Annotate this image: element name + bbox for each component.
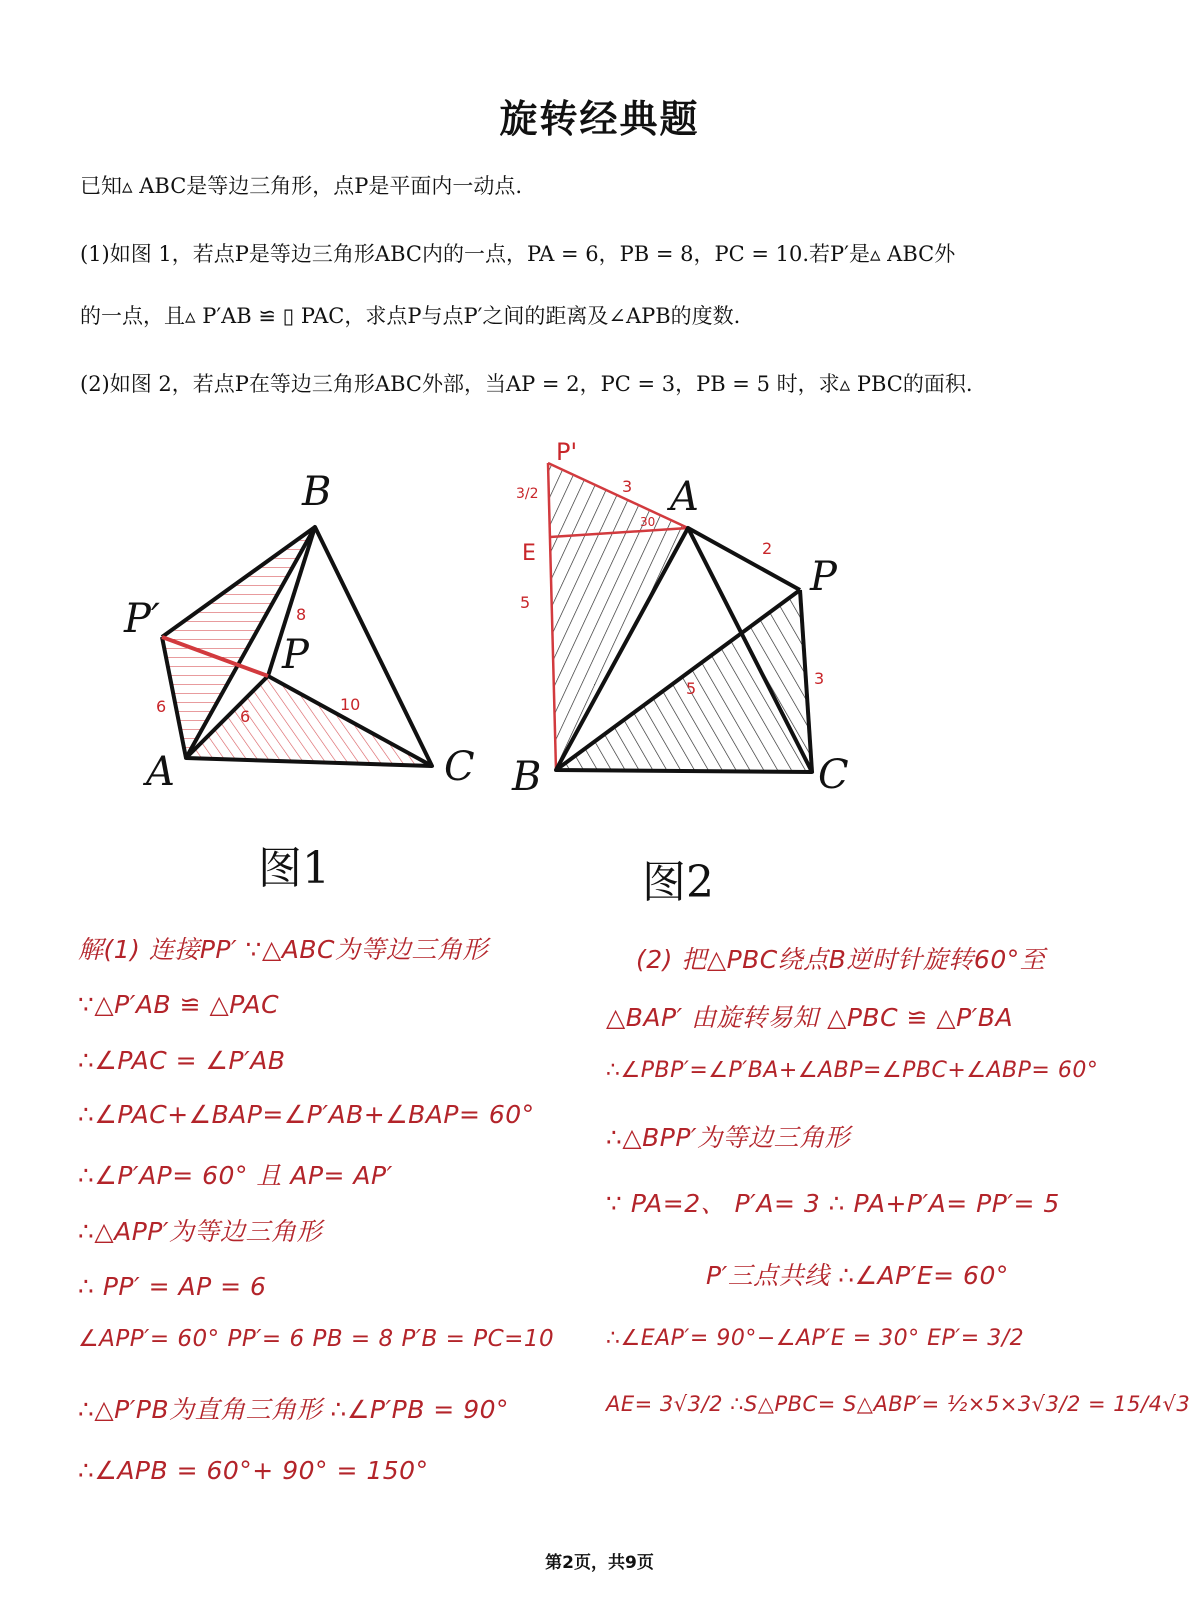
solution-right-line: P′三点共线 ∴∠AP′E= 60° [706, 1261, 1009, 1290]
solution-left-line: 解(1) 连接PP′ ∵△ABC为等边三角形 [78, 935, 488, 964]
solution-right-line: ∴∠EAP′= 90°−∠AP′E = 30° EP′= 3/2 [606, 1326, 1025, 1351]
annot-ap-2: 2 [762, 539, 773, 558]
annot-ppe: 3/2 [516, 486, 539, 502]
question-part2: (2)如图 2，若点P在等边三角形ABC外部，当AP = 2，PC = 3，PB = 5 时，求▵ PBC的面积. [80, 372, 973, 396]
solution-left-line: ∴∠PAC+∠BAP=∠P′AB+∠BAP= 60° [78, 1100, 535, 1129]
label-p-2: P [810, 554, 837, 600]
solution-right-line: △BAP′ 由旋转易知 △PBC ≌ △P′BA [606, 1003, 1014, 1032]
label-pprime-2: P' [556, 438, 578, 466]
page-footer: 第2页，共9页 [545, 1553, 654, 1573]
solution-left-line: ∴ PP′ = AP = 6 [78, 1272, 267, 1301]
annot-ppa-2: 3 [622, 477, 633, 496]
solution-left-line: ∴∠APB = 60°+ 90° = 150° [78, 1456, 429, 1485]
annot-angle: 30 [640, 515, 656, 529]
figure-2-label: 图2 [642, 857, 714, 908]
label-e: E [522, 541, 536, 566]
annot-pa: 6 [240, 707, 251, 726]
question-intro: 已知▵ ABC是等边三角形，点P是平面内一动点. [80, 174, 523, 198]
solution-left-line: ∴∠PAC = ∠P′AB [78, 1046, 286, 1075]
label-b-2: B [512, 754, 542, 800]
solution-right-line: ∴∠PBP′=∠P′BA+∠ABP=∠PBC+∠ABP= 60° [606, 1058, 1099, 1083]
solution-left-line: ∴∠P′AP= 60° 且 AP= AP′ [78, 1161, 393, 1190]
page-title: 旋转经典题 [499, 97, 700, 141]
label-pprime: P′ [124, 596, 160, 642]
solution-right-line: ∴△BPP′为等边三角形 [606, 1123, 851, 1152]
label-a: A [146, 749, 175, 795]
question-part1-line2: 的一点，且▵ P′AB ≌ ▯ PAC，求点P与点P′之间的距离及∠APB的度数. [80, 304, 741, 328]
annot-pb-2: 5 [686, 679, 697, 698]
solution-right-line: (2) 把△PBC绕点B逆时针旋转60°至 [636, 945, 1046, 974]
solution-left-line: ∴△P′PB为直角三角形 ∴∠P′PB = 90° [78, 1395, 510, 1424]
annot-pc: 10 [340, 695, 361, 714]
solution-left-line: ∴△APP′为等边三角形 [78, 1217, 323, 1246]
label-c-2: C [818, 752, 849, 798]
label-c: C [444, 744, 475, 790]
figure-1-label: 图1 [258, 843, 330, 894]
annot-pb: 8 [296, 605, 307, 624]
annot-pc-2: 3 [814, 669, 825, 688]
solution-left-line: ∠APP′= 60° PP′= 6 PB = 8 P′B = PC=10 [78, 1326, 555, 1352]
annot-ppa: 6 [156, 697, 167, 716]
solution-right-line: ∵ PA=2、 P′A= 3 ∴ PA+P′A= PP′= 5 [606, 1189, 1060, 1218]
solution-right-line: AE= 3√3/2 ∴S△PBC= S△ABP′= ½×5×3√3/2 = 15/4√3 [606, 1392, 1191, 1416]
label-b: B [302, 469, 332, 515]
label-p: P [282, 632, 309, 678]
solution-left-line: ∵△P′AB ≌ △PAC [78, 990, 280, 1019]
label-a-2: A [670, 474, 699, 520]
annot-eb: 5 [520, 593, 531, 612]
question-part1-line1: (1)如图 1，若点P是等边三角形ABC内的一点，PA = 6，PB = 8，PC = 10.若P′是▵ ABC外 [80, 242, 956, 266]
